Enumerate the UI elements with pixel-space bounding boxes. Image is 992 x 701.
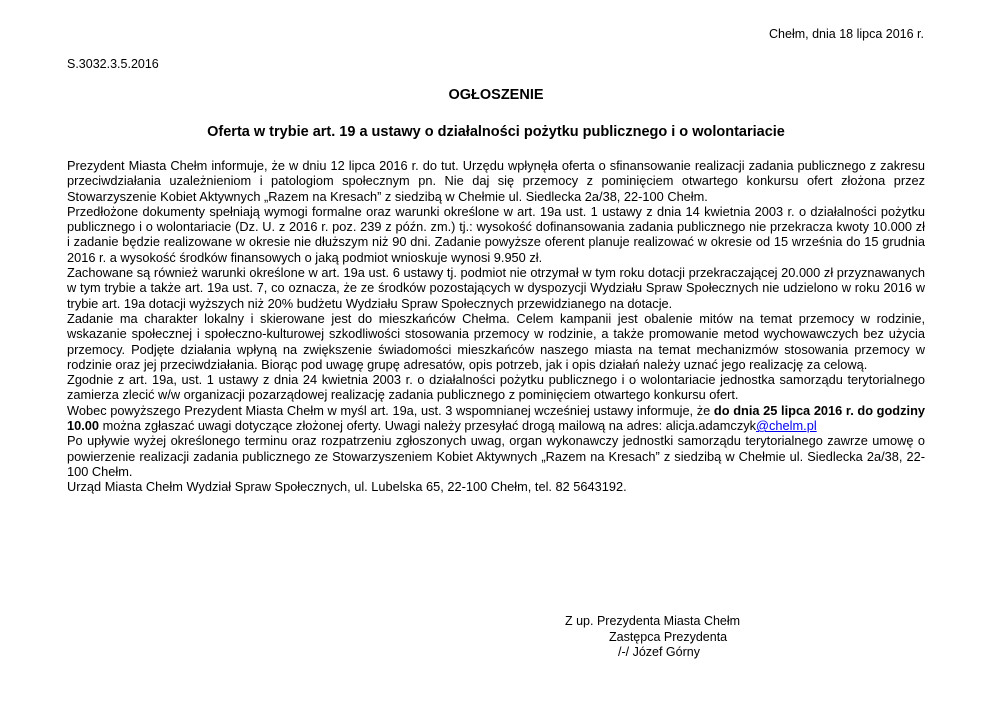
document-title: OGŁOSZENIE: [448, 87, 544, 103]
deadline-instructions-text: można zgłaszać uwagi dotyczące złożonej oferty. Uwagi należy przesyłać drogą mailową na adres:: [99, 418, 666, 434]
paragraph-offer-received: Prezydent Miasta Chełm informuje, że w dniu 12 lipca 2016 r. do tut. Urzędu wpłynęła oferta o sfinansowanie realizacji zadania publicznego z zakresu przeciwdziałania uzależnieniom i patologiom społecznym pn. Nie daj się przemocy z pominięciem otwartego konkursu ofert złożona przez Stowarzyszenie Kobiet Aktywnych „Razem na Kresach” z siedzibą w Chełmie ul. Siedlecka 2a/38, 22-100 Chełm.: [67, 158, 925, 204]
paragraph-conditions-met: Zachowane są również warunki określone w art. 19a ust. 6 ustawy tj. podmiot nie otrzymał w tym roku dotacji przekraczającej 20.000 zł przyznawanych w tym trybie a także art. 19a ust. 7, co oznacza, że ze środków pozostających w dyspozycji Wydziału Spraw Społecznych nie udzielono w roku 2016 w trybie art. 19a dotacji wyższych niż 20% budżetu Wydziału Spraw Społecznych przewidzianego na dotacje.: [67, 265, 925, 311]
signature-name: /-/ Józef Górny: [618, 645, 700, 659]
signature-position: Zastępca Prezydenta: [609, 629, 728, 644]
place-and-date: Chełm, dnia 18 lipca 2016 r.: [769, 27, 924, 41]
signature-block: [565, 614, 740, 661]
paragraph-formal-requirements: Przedłożone dokumenty spełniają wymogi formalne oraz warunki określone w art. 19a ust. 1 ustawy z dnia 14 kwietnia 2003 r. o działalności pożytku publicznego i o wolontariacie (Dz. U. z 2016 r. poz. 239 z późn. zm.) tj.: wysokość dofinansowania zadania publicznego nie przekracza kwoty 10.000 zł i zadanie będzie realizowane w okresie nie dłuższym niż 90 dni. Zadanie powyższe oferent planuje realizować w okresie od 15 września do 15 grudnia 2016 r. a wysokość środków finansowych o jaką podmiot wnioskuje wynosi 9.950 zł.: [67, 203, 925, 265]
deadline-date: do dnia 25 lipca 2016 r. do godziny 10.00: [67, 402, 926, 434]
paragraph-contract-conclusion: Po upływie wyżej określonego terminu oraz rozpatrzeniu zgłoszonych uwag, organ wykonawczy jednostki samorządu terytorialnego zawrze umowę o powierzenie realizacji zadania publicznego ze Stowarzyszeniem Kobiet Aktywnych „Razem na Kresach” z siedzibą w Chełmie ul. Siedlecka 2a/38, 22-100 Chełm.: [67, 433, 925, 479]
reference-number: S.3032.3.5.2016: [67, 57, 159, 71]
document-subtitle: Oferta w trybie art. 19 a ustawy o działalności pożytku publicznego i o wolontariacie: [207, 124, 785, 140]
paragraph-comments-deadline: [67, 403, 925, 434]
signature-on-behalf: Z up. Prezydenta Miasta Chełm: [565, 614, 741, 628]
paragraph-legal-basis: Zgodnie z art. 19a, ust. 1 ustawy z dnia 24 kwietnia 2003 r. o działalności pożytku publicznego i o wolontariacie jednostka samorządu terytorialnego zamierza zlecić w/w organizacji pozarządowej realizację zadania publicznego z pominięciem otwartego konkursu ofert.: [67, 372, 925, 403]
announcement-body: [67, 158, 925, 495]
deadline-intro-text: Wobec powyższego Prezydent Miasta Chełm w myśl art. 19a, ust. 3 wspomnianej wcześniej ustawy informuje, że: [67, 402, 714, 418]
email-link[interactable]: @chelm.pl: [756, 418, 817, 434]
paragraph-task-description: Zadanie ma charakter lokalny i skierowane jest do mieszkańców Chełma. Celem kampanii jest obalenie mitów na temat przemocy w rodzinie, wskazanie społecznej i społeczno-kulturowej szkodliwości stosowania przemocy w rodzinie, a także promowanie metod wychowawczych bez użycia przemocy. Podjęte działania wpłyną na zwiększenie świadomości mieszkańców naszego miasta na temat mechanizmów stosowania przemocy w rodzinie oraz jej przeciwdziałania. Biorąc pod uwagę grupę adresatów, opis potrzeb, jak i opis działań należy uznać jego realizację za celową.: [67, 310, 925, 372]
email-user-text: alicja.adamczyk: [665, 418, 757, 434]
paragraph-office-contact: Urząd Miasta Chełm Wydział Spraw Społecznych, ul. Lubelska 65, 22-100 Chełm, tel. 82 5643192.: [67, 479, 627, 495]
